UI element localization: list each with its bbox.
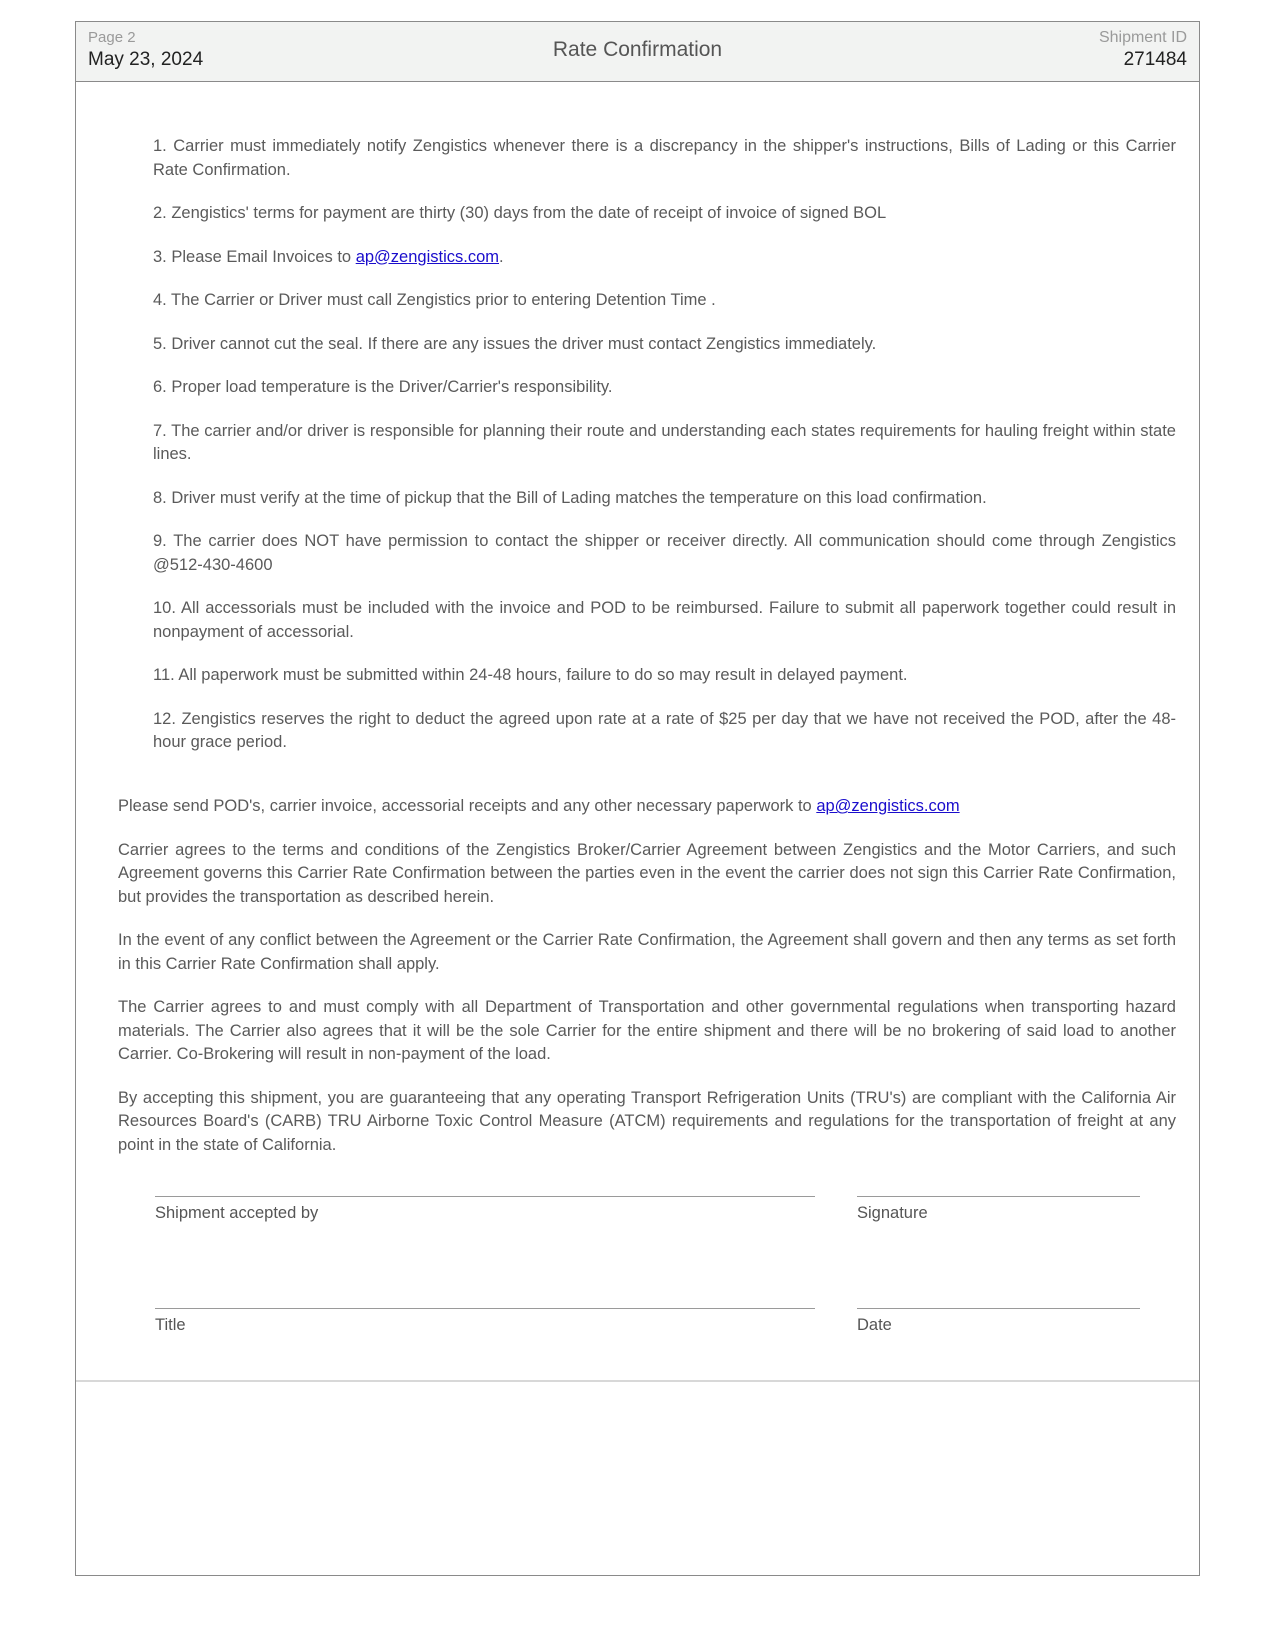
shipment-id-value: 271484 [1123,49,1187,70]
term-item: 12. Zengistics reserves the right to deduct the agreed upon rate at a rate of $25 per day that we have not received the POD, after the 48-hour grace period. [153,709,1176,751]
rate-confirmation-page [75,21,1200,1576]
term-item: 2. Zengistics' terms for payment are thirty (30) days from the date of receipt of invoice of signed BOL [153,204,887,222]
term-item: 4. The Carrier or Driver must call Zengistics prior to entering Detention Time . [153,291,716,309]
date-label: Date [857,1316,892,1334]
term-item: 11. All paperwork must be submitted within 24-48 hours, failure to do so may result in delayed payment. [153,666,908,684]
pod-email-link[interactable]: ap@zengistics.com [816,797,960,815]
term-item: 6. Proper load temperature is the Driver/Carrier's responsibility. [153,378,613,396]
page-header [76,22,1199,82]
compliance-paragraph: The Carrier agrees to and must comply with all Department of Transportation and other governmental regulations when transporting hazard materials. The Carrier also agrees that it will be the sole Carrier for the entire shipment and there will be no brokering of said load to another Carrier. Co-Brokering will result in non-payment of the load. [118,998,1176,1063]
page-number: Page 2 [88,29,136,46]
term-item: 10. All accessorials must be included with the invoice and POD to be reimbursed. Failure to submit all paperwork together could result in nonpayment of accessorial. [153,599,1176,641]
term-item: 1. Carrier must immediately notify Zengistics whenever there is a discrepancy in the shipper's instructions, Bills of Lading or this Carrier Rate Confirmation. [153,137,1176,179]
term-item: 9. The carrier does NOT have permission to contact the shipper or receiver directly. All communication should come through Zengistics @512-430-4600 [153,532,1176,574]
term-item: 8. Driver must verify at the time of pickup that the Bill of Lading matches the temperature on this load confirmation. [153,488,987,507]
agreement-paragraph: Carrier agrees to the terms and conditions of the Zengistics Broker/Carrier Agreement between Zengistics and the Motor Carriers, and such Agreement governs this Carrier Rate Confirmation between the parties even in the event the carrier does not sign this Carrier Rate Confirmation, but provides the transportation as described herein. [118,840,1176,906]
signature-label: Signature [857,1204,928,1222]
date-line[interactable] [857,1308,1140,1309]
terms-notes [118,795,1176,1177]
term-3-prefix: 3. Please Email Invoices to [153,247,356,266]
footer-divider [76,1380,1199,1382]
term-item-email [153,246,1176,270]
send-pod-text: Please send POD's, carrier invoice, accessorial receipts and any other necessary paperwork to [118,797,817,815]
title-label: Title [155,1316,186,1334]
document-title: Rate Confirmation [552,38,723,61]
shipment-id-label: Shipment ID [1098,29,1187,46]
send-pod-paragraph [118,795,1176,819]
conflict-paragraph: In the event of any conflict between the Agreement or the Carrier Rate Confirmation, the Agreement shall govern and then any terms as set forth in this Carrier Rate Confirmation shall apply. [118,931,1176,973]
document-date: May 23, 2024 [88,49,204,70]
term-item: 7. The carrier and/or driver is responsible for planning their route and understanding each states requirements for hauling freight within state lines. [153,421,1176,463]
header-right [1099,29,1187,73]
title-line[interactable] [155,1308,815,1309]
carb-paragraph: By accepting this shipment, you are guaranteeing that any operating Transport Refrigeration Units (TRU's) are compliant with the California Air Resources Board's (CARB) TRU Airborne Toxic Control Measure (ATCM) requirements and regulations for the transportation of freight at any point in the state of California. [118,1088,1176,1154]
terms-list [153,135,1176,775]
invoice-email-link[interactable]: ap@zengistics.com [355,247,499,266]
accepted-by-label: Shipment accepted by [155,1204,319,1222]
term-item: 5. Driver cannot cut the seal. If there are any issues the driver must contact Zengistics immediately. [153,334,877,353]
term-3-suffix: . [499,247,504,266]
signature-line[interactable] [857,1196,1140,1197]
accepted-by-line[interactable] [155,1196,815,1197]
